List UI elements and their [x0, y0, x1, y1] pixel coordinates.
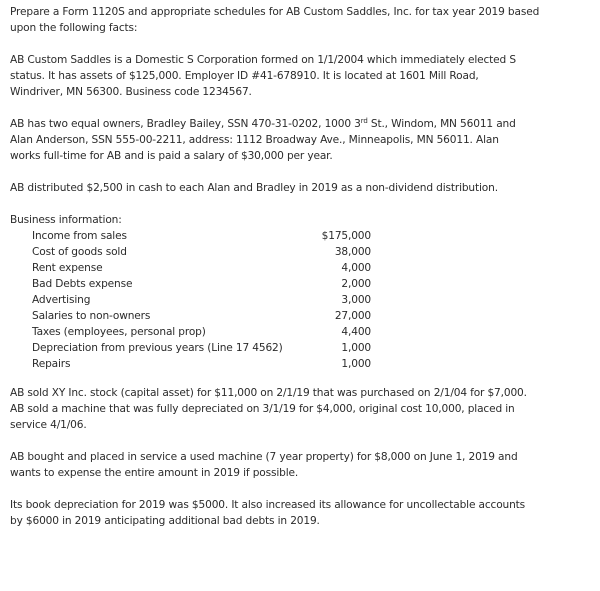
intro-paragraph [10, 4, 592, 36]
item-label: Rent expense [32, 262, 103, 274]
company-paragraph [10, 52, 592, 100]
sales-line: AB sold XY Inc. stock (capital asset) for $11,000 on 2/1/19 that was purchased on 2/1/04 for $7,000. [10, 387, 527, 399]
owners-text: St., Windom, MN 56011 and [367, 118, 516, 130]
business-information-title: Business information: [10, 214, 122, 226]
item-label: Depreciation from previous years (Line 17 4562) [32, 342, 283, 354]
item-amount: 38,000 [334, 246, 371, 258]
item-amount: 1,000 [341, 358, 371, 370]
sales-paragraph [10, 385, 592, 433]
item-label: Repairs [32, 358, 71, 370]
company-line: AB Custom Saddles is a Domestic S Corporation formed on 1/1/2004 which immediately elected S [10, 54, 516, 66]
business-information [10, 212, 592, 372]
book-line: by $6000 in 2019 anticipating additional bad debts in 2019. [10, 515, 320, 527]
owners-line [10, 116, 592, 132]
item-label: Income from sales [32, 230, 127, 242]
table-row [32, 292, 371, 308]
purchase-line: AB bought and placed in service a used machine (7 year property) for $8,000 on June 1, 2019 and [10, 451, 518, 463]
item-label: Salaries to non-owners [32, 310, 151, 322]
company-line: Windriver, MN 56300. Business code 1234567. [10, 86, 252, 98]
item-label: Taxes (employees, personal prop) [32, 326, 206, 338]
intro-line: Prepare a Form 1120S and appropriate schedules for AB Custom Saddles, Inc. for tax year 2019 based [10, 6, 540, 18]
book-line: Its book depreciation for 2019 was $5000. It also increased its allowance for uncollectable accounts [10, 499, 526, 511]
sales-line: AB sold a machine that was fully depreciated on 3/1/19 for $4,000, original cost 10,000, placed in [10, 403, 515, 415]
table-row [32, 324, 371, 340]
distribution-paragraph [10, 180, 592, 196]
intro-line: upon the following facts: [10, 22, 138, 34]
distribution-line: AB distributed $2,500 in cash to each Alan and Bradley in 2019 as a non-dividend distribution. [10, 182, 498, 194]
item-amount: 3,000 [341, 294, 371, 306]
item-amount: 1,000 [341, 342, 371, 354]
table-row [32, 308, 371, 324]
item-amount: $175,000 [321, 230, 371, 242]
sales-line: service 4/1/06. [10, 419, 87, 431]
owners-text: AB has two equal owners, Bradley Bailey, SSN 470-31-0202, 1000 3 [10, 118, 361, 130]
table-row [32, 340, 371, 356]
item-label: Bad Debts expense [32, 278, 133, 290]
owners-line: Alan Anderson, SSN 555-00-2211, address: 1112 Broadway Ave., Minneapolis, MN 56011. Alan [10, 134, 499, 146]
book-paragraph [10, 497, 592, 529]
company-line: status. It has assets of $125,000. Employer ID #41-678910. It is located at 1601 Mill Road, [10, 70, 479, 82]
table-row [32, 356, 371, 372]
ordinal-suffix: rd [360, 117, 368, 125]
table-row [32, 276, 371, 292]
item-amount: 27,000 [334, 310, 371, 322]
purchase-line: wants to expense the entire amount in 2019 if possible. [10, 467, 299, 479]
purchase-paragraph [10, 449, 592, 481]
owners-line: works full-time for AB and is paid a salary of $30,000 per year. [10, 150, 333, 162]
table-row [32, 228, 371, 244]
item-amount: 4,000 [341, 262, 371, 274]
item-amount: 2,000 [341, 278, 371, 290]
business-information-table [32, 228, 371, 372]
document [10, 4, 592, 545]
item-amount: 4,400 [341, 326, 371, 338]
table-row [32, 260, 371, 276]
item-label: Cost of goods sold [32, 246, 127, 258]
table-row [32, 244, 371, 260]
owners-paragraph [10, 116, 592, 164]
item-label: Advertising [32, 294, 91, 306]
